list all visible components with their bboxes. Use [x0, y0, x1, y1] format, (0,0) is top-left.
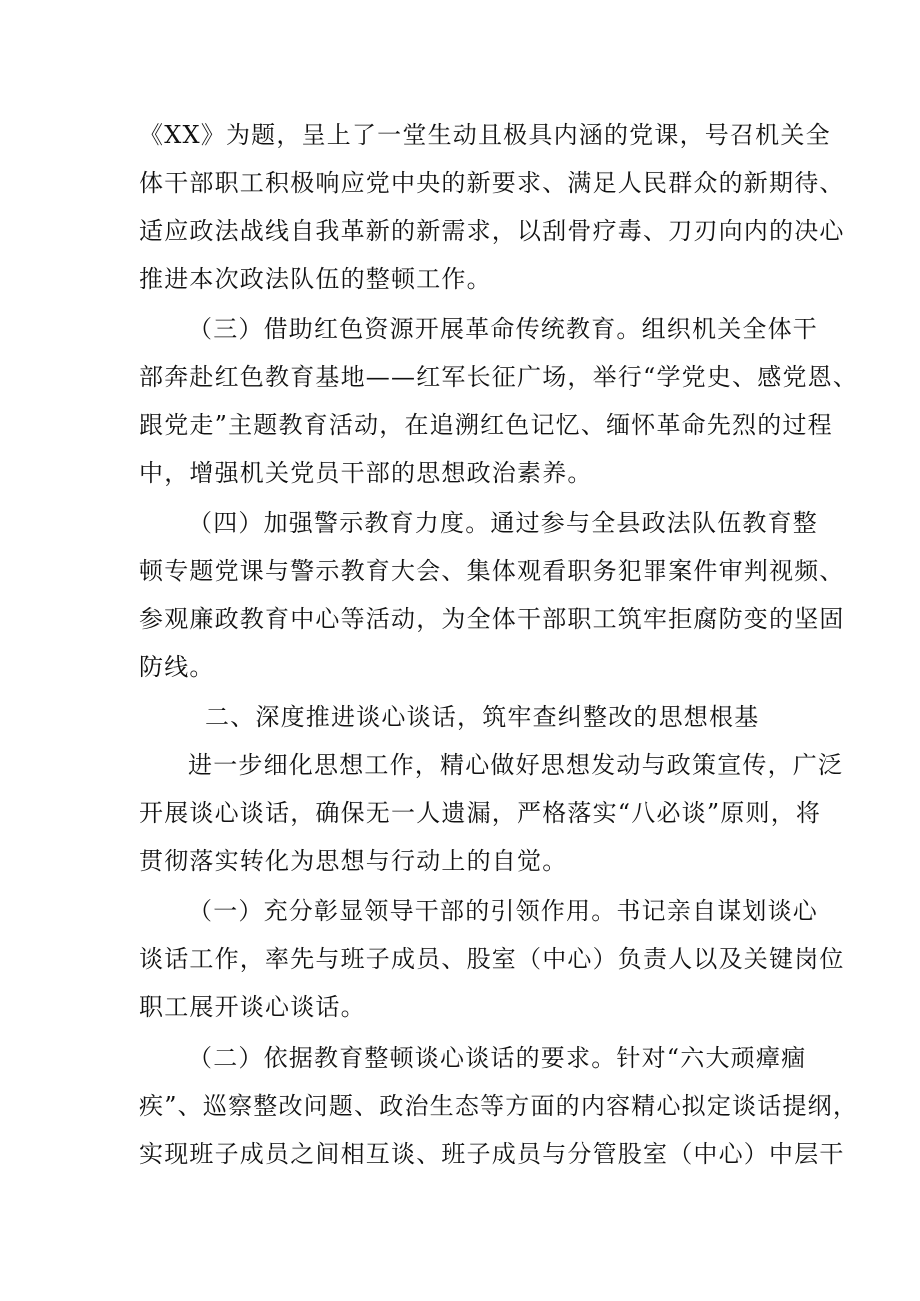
text-line: 适应政法战线自我革新的新需求，以刮骨疗毒、刀刃向内的决心: [139, 217, 845, 245]
text-line: 《XX》为题，呈上了一堂生动且极具内涵的党课，号召机关全: [139, 121, 831, 149]
text-line: 体干部职工积极响应党中央的新要求、满足人民群众的新期待、: [139, 169, 845, 197]
text-line: 进一步细化思想工作，精心做好思想发动与政策宣传，广泛: [188, 751, 844, 779]
text-line: 顿专题党课与警示教育大会、集体观看职务犯罪案件审判视频、: [139, 557, 845, 585]
text-line: 实现班子成员之间相互谈、班子成员与分管股室（中心）中层干: [139, 1140, 845, 1168]
text-line: （四）加强警示教育力度。通过参与全县政法队伍教育整: [188, 509, 818, 537]
text-line: 参观廉政教育中心等活动，为全体干部职工筑牢拒腐防变的坚固: [139, 605, 845, 633]
text-line: （二）依据教育整顿谈心谈话的要求。针对“六大顽瘴痼: [188, 1044, 807, 1072]
text-line: 部奔赴红色教育基地——红军长征广场，举行“学党史、感党恩、: [139, 363, 859, 391]
text-line: 谈话工作，率先与班子成员、股室（中心）负责人以及关键岗位: [139, 945, 845, 973]
text-line: 职工展开谈心谈话。: [139, 993, 366, 1021]
text-line: 防线。: [139, 653, 215, 681]
text-line: 开展谈心谈话，确保无一人遗漏，严格落实“八必谈”原则，将: [139, 799, 822, 827]
text-line: 跟党走”主题教育活动，在追溯红色记忆、缅怀革命先烈的过程: [139, 411, 833, 439]
text-line: 贯彻落实转化为思想与行动上的自觉。: [139, 847, 568, 875]
text-line: 疾”、巡察整改问题、政治生态等方面的内容精心拟定谈话提纲，: [139, 1092, 859, 1120]
text-line: （三）借助红色资源开展革命传统教育。组织机关全体干: [188, 315, 818, 343]
text-line: 推进本次政法队伍的整顿工作。: [139, 265, 492, 293]
text-line: （一）充分彰显领导干部的引领作用。书记亲自谋划谈心: [188, 897, 818, 925]
section-heading: 二、深度推进谈心谈话，筑牢查纠整改的思想根基: [205, 703, 760, 731]
text-line: 中，增强机关党员干部的思想政治素养。: [139, 459, 593, 487]
